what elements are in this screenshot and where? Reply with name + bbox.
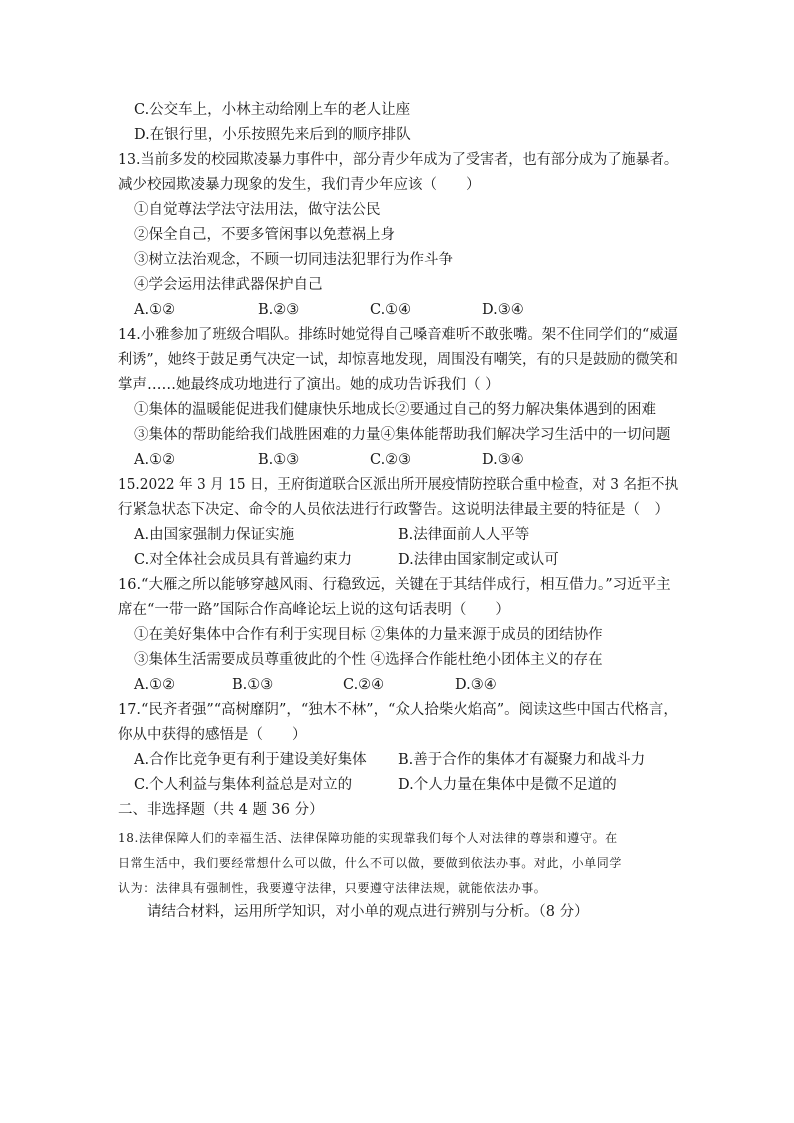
q17-option-a: A.合作比竞争更有利于建设美好集体 (134, 752, 367, 768)
q18-material-line1: 18.法律保障人们的幸福生活、法律保障功能的实现靠我们每个人对法律的尊崇和遵守。在 (118, 831, 618, 845)
q16-stem-line2: 席在“一带一路”国际合作高峰论坛上说的这句话表明（ ） (118, 602, 510, 618)
q14-option-a: A.①② (134, 452, 176, 468)
q17-option-c: C.个人利益与集体利益总是对立的 (134, 777, 353, 793)
q15-option-b: B.法律面前人人平等 (398, 527, 530, 543)
q13-statement-4: ④学会运用法律武器保护自己 (134, 277, 323, 293)
q14-option-b: B.①③ (258, 452, 300, 468)
q17-stem-line2: 你从中获得的感悟是（ ） (118, 727, 307, 743)
q13-stem-line2: 减少校园欺凌暴力现象的发生，我们青少年应该（ ） (118, 177, 481, 193)
q14-stem-line1: 14.小雅参加了班级合唱队。排练时她觉得自己嗓音难听不敢张嘴。架不住同学们的“威逼 (118, 327, 679, 343)
q13-option-c: C.①④ (370, 302, 412, 318)
q18-material-line2: 日常生活中，我们要经常想什么可以做，什么不可以做，要做到依法办事。对此，小单同学 (118, 856, 623, 870)
q17-option-b: B.善于合作的集体才有凝聚力和战斗力 (398, 752, 646, 768)
q12-option-d: D.在银行里，小乐按照先来后到的顺序排队 (134, 127, 411, 143)
q15-option-c: C.对全体社会成员具有普遍约束力 (134, 552, 353, 568)
q13-option-d: D.③④ (482, 302, 524, 318)
q15-option-a: A.由国家强制力保证实施 (134, 527, 295, 543)
q16-statements-1-2: ①在美好集体中合作有利于实现目标 ②集体的力量来源于成员的团结协作 (134, 627, 603, 643)
q13-statement-1: ①自觉尊法学法守法用法，做守法公民 (134, 202, 381, 218)
q14-stem-line3: 掌声……她最终成功地进行了演出。她的成功告诉我们（ ） (118, 377, 500, 393)
q15-stem-line2: 行紧急状态下决定、命令的人员依法进行行政警告。这说明法律最主要的特征是（ ） (118, 502, 669, 518)
section-2-heading: 二、非选择题（共 4 题 36 分） (118, 802, 324, 818)
q14-option-c: C.②③ (370, 452, 412, 468)
q15-option-d: D.法律由国家制定或认可 (398, 552, 559, 568)
q17-stem-line1: 17.“民齐者强”“高树靡阴”，“独木不林”，“众人拾柴火焰高”。阅读这些中国古代格言， (118, 702, 678, 718)
q13-option-a: A.①② (134, 302, 176, 318)
q16-statements-3-4: ③集体生活需要成员尊重彼此的个性 ④选择合作能杜绝小团体主义的存在 (134, 652, 603, 668)
q16-option-a: A.①② (134, 677, 176, 693)
q14-option-d: D.③④ (482, 452, 524, 468)
q17-option-d: D.个人力量在集体中是微不足道的 (398, 777, 617, 793)
q13-statement-2: ②保全自己，不要多管闲事以免惹祸上身 (134, 227, 395, 243)
q18-question: 请结合材料，运用所学知识，对小单的观点进行辨别与分析。（8 分） (147, 904, 589, 920)
q14-statements-1-2: ①集体的温暖能促进我们健康快乐地成长②要通过自己的努力解决集体遇到的困难 (134, 402, 656, 418)
q15-stem-line1: 15.2022 年 3 月 15 日，王府街道联合区派出所开展疫情防控联合重中检查，对 3 名拒不执 (118, 477, 679, 493)
q18-material-line3: 认为：法律具有强制性，我要遵守法律，只要遵守法律法规，就能依法办事。 (118, 881, 547, 895)
q16-option-b: B.①③ (232, 677, 274, 693)
q14-stem-line2: 利诱”，她终于鼓足勇气决定一试，却惊喜地发现，周围没有嘲笑，有的只是鼓励的微笑和 (118, 352, 678, 368)
q13-statement-3: ③树立法治观念，不顾一切同违法犯罪行为作斗争 (134, 252, 453, 268)
q13-option-b: B.②③ (258, 302, 300, 318)
q16-option-d: D.③④ (455, 677, 497, 693)
q16-stem-line1: 16.“大雁之所以能够穿越风雨、行稳致远，关键在于其结伴成行，相互借力。”习近平主 (118, 577, 671, 593)
q12-option-c: C.公交车上，小林主动给刚上车的老人让座 (134, 102, 411, 118)
q16-option-c: C.②④ (343, 677, 385, 693)
q13-stem-line1: 13.当前多发的校园欺凌暴力事件中，部分青少年成为了受害者，也有部分成为了施暴者。 (118, 152, 679, 168)
q14-statements-3-4: ③集体的帮助能给我们战胜困难的力量④集体能帮助我们解决学习生活中的一切问题 (134, 427, 671, 443)
